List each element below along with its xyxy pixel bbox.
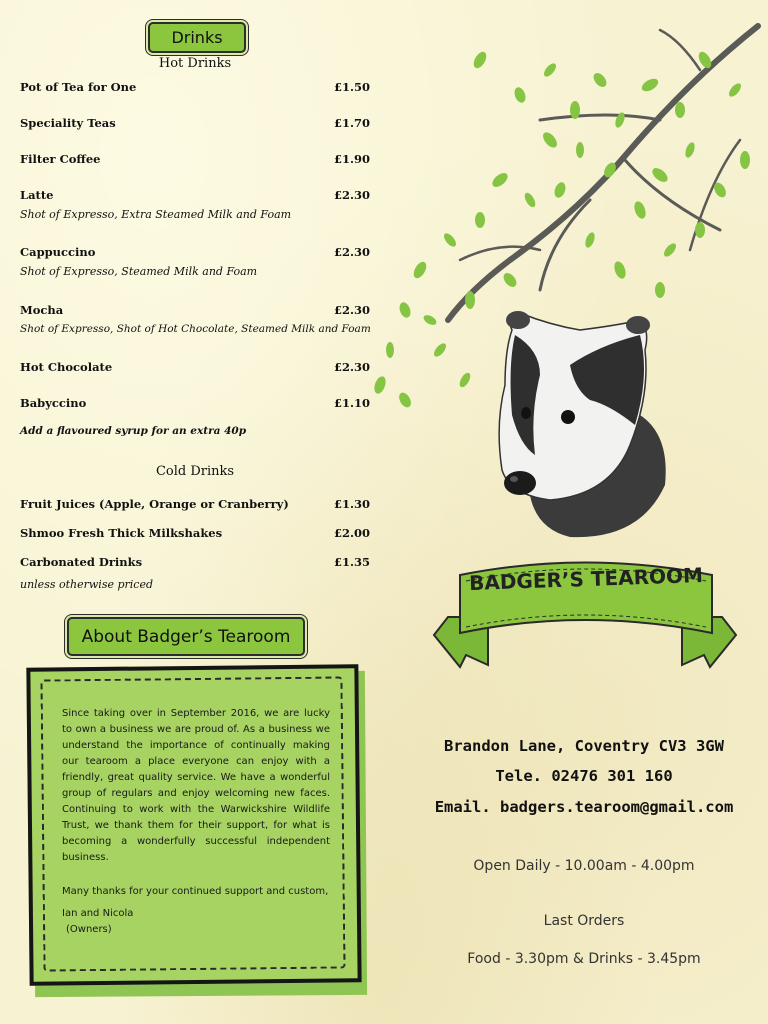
item-price: £2.30 [334, 360, 371, 374]
item-price: £1.30 [334, 497, 371, 511]
item-price: £1.90 [334, 152, 371, 166]
item-name: Filter Coffee [20, 152, 101, 166]
email: Email. badgers.tearoom@gmail.com [434, 798, 734, 816]
item-name: Pot of Tea for One [20, 80, 137, 94]
menu-item [20, 80, 371, 94]
menu-item [20, 152, 371, 166]
about-thanks: Many thanks for your continued support and custom, [62, 886, 329, 897]
item-price: £1.70 [334, 116, 371, 130]
hot-drinks-heading: Hot Drinks [158, 56, 232, 71]
last-orders-label: Last Orders [543, 913, 625, 929]
item-price: £1.50 [334, 80, 371, 94]
badger-illustration [490, 305, 680, 540]
item-name: Mocha [20, 303, 64, 317]
address: Brandon Lane, Coventry CV3 3GW [444, 737, 724, 755]
menu-item [20, 396, 371, 410]
drinks-tag: Drinks [148, 22, 246, 53]
phone: Tele. 02476 301 160 [495, 767, 673, 785]
item-price: £1.35 [334, 555, 371, 569]
item-price: £2.30 [334, 188, 371, 202]
item-name: Cappuccino [20, 245, 96, 259]
item-name: Hot Chocolate [20, 360, 113, 374]
item-description: Shot of Expresso, Steamed Milk and Foam [20, 265, 258, 278]
syrup-note: Add a flavoured syrup for an extra 40p [20, 425, 247, 437]
menu-item [20, 497, 371, 511]
about-text [62, 706, 330, 938]
menu-item [20, 526, 371, 540]
item-name: Babyccino [20, 396, 87, 410]
brand-banner-text: BADGER’S TEAROOM [468, 562, 704, 596]
menu-item [20, 188, 371, 221]
item-name: Shmoo Fresh Thick Milkshakes [20, 526, 223, 540]
item-name: Carbonated Drinks [20, 555, 143, 569]
item-name: Fruit Juices (Apple, Orange or Cranberry) [20, 497, 289, 511]
about-paragraph: Since taking over in September 2016, we are lucky to own a business we are proud of. As a business we understand the importance of continually making our tearoom a place everyone can enjoy with a friendly, great quality service. We have a wonderful group of regulars and enjoy welcoming new faces. Continuing to work with the Warwickshire Wildlife Trust, we thank them for their support, for what is becoming a wonderfully successful independent business. [62, 708, 330, 863]
item-price: £2.30 [334, 245, 371, 259]
item-description: Shot of Expresso, Shot of Hot Chocolate, Steamed Milk and Foam [20, 323, 371, 335]
menu-item [20, 360, 371, 374]
menu-item [20, 116, 371, 130]
item-name: Speciality Teas [20, 116, 116, 130]
signature-role: (Owners) [66, 924, 112, 935]
item-price: £1.10 [334, 396, 371, 410]
about-tag: About Badger’s Tearoom [67, 617, 305, 656]
opening-hours: Open Daily - 10.00am - 4.00pm [473, 858, 695, 874]
signature-names: Ian and Nicola [62, 908, 134, 919]
item-name: Latte [20, 188, 54, 202]
item-description: Shot of Expresso, Extra Steamed Milk and Foam [20, 208, 292, 221]
menu-item [20, 555, 371, 569]
item-price: £2.00 [334, 526, 371, 540]
menu-item [20, 303, 371, 335]
menu-item [20, 245, 371, 278]
cold-drinks-heading: Cold Drinks [155, 464, 235, 479]
last-orders-times: Food - 3.30pm & Drinks - 3.45pm [467, 951, 701, 967]
item-price: £2.30 [334, 303, 371, 317]
cold-drinks-note: unless otherwise priced [20, 578, 153, 591]
